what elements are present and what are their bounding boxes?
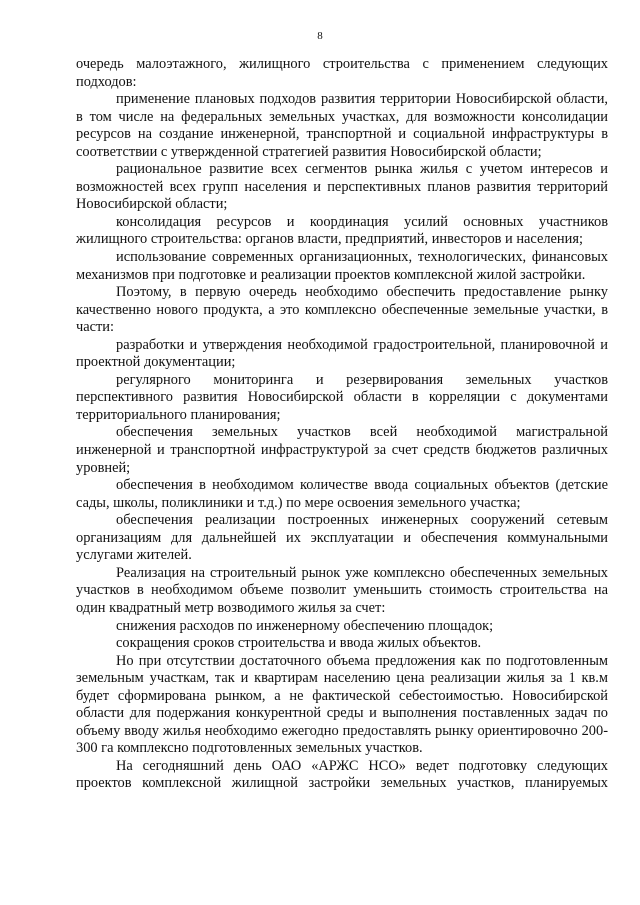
- paragraph: Реализация на строительный рынок уже комплексно обеспеченных земельных участков в необходимом объеме позволит уменьшить стоимость строительства на один квадратный метр возводимого жилья за счет:: [76, 564, 608, 616]
- paragraph: регулярного мониторинга и резервирования земельных участков перспективного развития Новосибирской области в корреляции с документами территориального планирования;: [76, 371, 608, 423]
- page-number: 8: [317, 30, 323, 42]
- paragraph: снижения расходов по инженерному обеспечению площадок;: [116, 617, 494, 634]
- body-text: [76, 56, 608, 793]
- paragraph: обеспечения реализации построенных инженерных сооружений сетевым организациям для дальнейшей их эксплуатации и обеспечения коммунальными услугами жителей.: [76, 512, 608, 564]
- paragraph: На сегодняшний день ОАО «АРЖС НСО» ведет подготовку следующих проектов комплексной жилищной застройки земельных участков, планируемых: [76, 757, 608, 792]
- paragraph: Но при отсутствии достаточного объема предложения как по подготовленным земельным участкам, так и квартирам населению цена реализации жилья за 1 кв.м будет сформирована рынком, а не фактической себестоимостью. Новосибирской области для подержания конкурентной среды и выполнения поставленных задач по объему вводу жилья необходимо ежегодно предоставлять рынку ориентировочно 200-300 га комплексно подготовленных земельных участков.: [76, 652, 608, 757]
- paragraph: обеспечения в необходимом количестве ввода социальных объектов (детские сады, школы, поликлиники и т.д.) по мере освоения земельного участка;: [76, 477, 608, 511]
- paragraph: обеспечения земельных участков всей необходимой магистральной инженерной и транспортной инфраструктурой за счет средств бюджетов различных уровней;: [76, 424, 608, 476]
- paragraph: использование современных организационных, технологических, финансовых механизмов при подготовке и реализации проектов комплексной жилой застройки.: [76, 249, 608, 283]
- paragraph: разработки и утверждения необходимой градостроительной, планировочной и проектной документации;: [76, 336, 608, 371]
- paragraph: рациональное развитие всех сегментов рынка жилья с учетом интересов и возможностей всех групп населения и перспективных планов развития территорий Новосибирской области;: [76, 161, 608, 213]
- paragraph: сокращения сроков строительства и ввода жилых объектов.: [116, 635, 482, 652]
- paragraph: консолидация ресурсов и координация усилий основных участников жилищного строительства: органов власти, предприятий, инвесторов и населения;: [76, 213, 608, 248]
- paragraph: очередь малоэтажного, жилищного строительства с применением следующих подходов:: [76, 56, 608, 90]
- paragraph: Поэтому, в первую очередь необходимо обеспечить предоставление рынку качественно нового продукта, а это комплексно обеспеченные земельные участки, в части:: [76, 284, 608, 336]
- paragraph: применение плановых подходов развития территории Новосибирской области, в том числе на федеральных земельных участках, для возможности консолидации ресурсов на создание инженерной, транспортной и социальной инфраструктуры в соответствии с утвержденной стратегией развития Новосибирской области;: [76, 91, 608, 160]
